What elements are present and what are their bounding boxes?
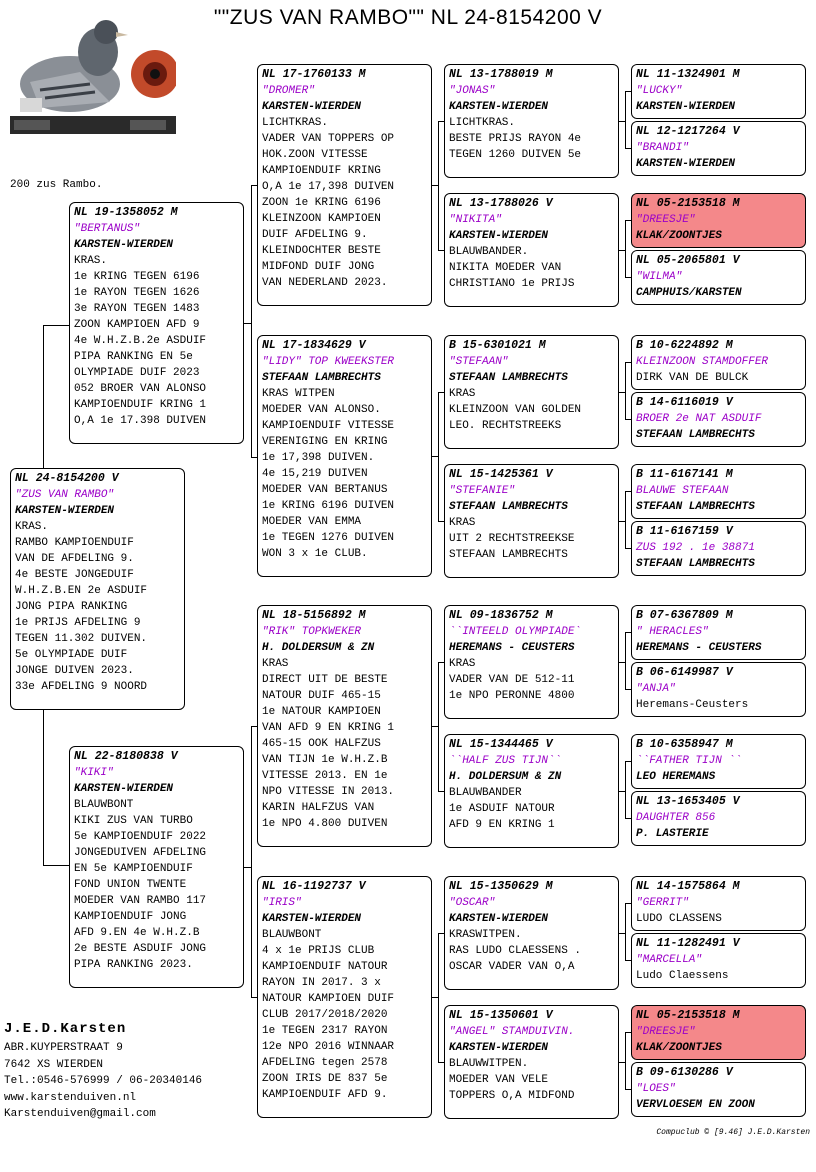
- connector-line: [438, 392, 444, 393]
- connector-line: [625, 362, 631, 363]
- info-line: 1e ASDUIF NATOUR: [449, 803, 555, 815]
- info-line: BLAUWBANDER: [449, 787, 522, 799]
- connector-line: [625, 761, 626, 818]
- ring-number: B 09-6130286 V: [636, 1066, 733, 1079]
- ring-number: B 07-6367809 M: [636, 609, 733, 622]
- connector-line: [251, 457, 257, 458]
- info-line: CHRISTIANO 1e PRIJS: [449, 278, 575, 290]
- info-line: KRAS WITPEN: [262, 388, 335, 400]
- pigeon-photo: [10, 12, 176, 134]
- info-line: KAMPIOENDUIF AFD 9.: [262, 1089, 388, 1101]
- info-line: 1e TEGEN 2317 RAYON: [262, 1025, 388, 1037]
- connector-line: [438, 392, 439, 521]
- info-line: KRASWITPEN.: [449, 929, 522, 941]
- bird-name: "ZUS VAN RAMBO": [15, 489, 115, 501]
- owner-name: LEO HEREMANS: [636, 771, 716, 783]
- owner-name: H. DOLDERSUM & ZN: [262, 642, 375, 654]
- connector-line: [43, 710, 44, 865]
- info-line: RAYON IN 2017. 3 x: [262, 977, 381, 989]
- bird-name: ``FATHER TIJN ``: [636, 755, 742, 767]
- ring-number: NL 11-1324901 M: [636, 68, 740, 81]
- info-line: OSCAR VADER VAN O,A: [449, 961, 575, 973]
- connector-line: [251, 997, 257, 998]
- info-line: 4e BESTE JONGEDUIF: [15, 569, 134, 581]
- connector-line: [625, 1032, 631, 1033]
- pedigree-box-gen2[interactable]: [257, 335, 432, 577]
- info-line: VADER VAN DE 512-11: [449, 674, 575, 686]
- bird-name: "LIDY" TOP KWEEKSTER: [262, 356, 395, 368]
- bird-name: DAUGHTER 856: [636, 812, 716, 824]
- owner-name: KARSTEN-WIERDEN: [262, 101, 362, 113]
- connector-line: [438, 933, 444, 934]
- pedigree-box-gen4[interactable]: [631, 464, 806, 519]
- pedigree-box-gen3[interactable]: [444, 1005, 619, 1119]
- pedigree-box-dam[interactable]: [69, 746, 244, 988]
- pedigree-box-gen4[interactable]: [631, 1005, 806, 1060]
- info-line: 4 x 1e PRIJS CLUB: [262, 945, 375, 957]
- info-line: ZOON KAMPIOEN AFD 9: [74, 319, 200, 331]
- info-line: ZOON 1e KRING 6196: [262, 197, 381, 209]
- owner-name: STEFAAN LAMBRECHTS: [449, 501, 568, 513]
- owner-name: KARSTEN-WIERDEN: [636, 101, 736, 113]
- pedigree-box-gen4[interactable]: [631, 121, 806, 176]
- info-line: OLYMPIADE DUIF 2023: [74, 367, 200, 379]
- ring-number: NL 14-1575864 M: [636, 880, 740, 893]
- info-line: 052 BROER VAN ALONSO: [74, 383, 207, 395]
- info-line: MOEDER VAN EMMA: [262, 516, 362, 528]
- info-line: LEO. RECHTSTREEKS: [449, 420, 562, 432]
- connector-line: [625, 960, 631, 961]
- info-line: 1e RAYON TEGEN 1626: [74, 287, 200, 299]
- info-line: CLUB 2017/2018/2020: [262, 1009, 388, 1021]
- pedigree-box-subject[interactable]: [10, 468, 185, 710]
- info-line: FOND UNION TWENTE: [74, 879, 187, 891]
- connector-line: [438, 662, 444, 663]
- pedigree-box-gen4[interactable]: [631, 734, 806, 789]
- ring-number: B 11-6167159 V: [636, 525, 733, 538]
- info-line: KRAS: [449, 388, 476, 400]
- info-line: NIKITA MOEDER VAN: [449, 262, 562, 274]
- ring-number: NL 17-1834629 V: [262, 339, 366, 352]
- ring-number: NL 13-1788019 M: [449, 68, 553, 81]
- bird-name: "IRIS": [262, 897, 302, 909]
- pedigree-box-gen4[interactable]: [631, 250, 806, 305]
- connector-line: [438, 121, 444, 122]
- connector-line: [625, 548, 631, 549]
- pedigree-box-gen3[interactable]: [444, 64, 619, 178]
- info-line: 465-15 OOK HALFZUS: [262, 738, 381, 750]
- pedigree-box-gen2[interactable]: [257, 605, 432, 847]
- connector-line: [438, 1062, 444, 1063]
- ring-number: B 11-6167141 M: [636, 468, 733, 481]
- connector-line: [625, 491, 631, 492]
- info-line: TEGEN 1260 DUIVEN 5e: [449, 149, 582, 161]
- owner-name: KARSTEN-WIERDEN: [449, 101, 549, 113]
- connector-line: [244, 323, 251, 324]
- pedigree-box-gen4[interactable]: [631, 335, 806, 390]
- info-line: BLAUWBONT: [74, 799, 134, 811]
- info-line: O,A 1e 17,398 DUIVEN: [262, 181, 395, 193]
- bird-name: "DREESJE": [636, 214, 696, 226]
- ring-number: NL 16-1192737 V: [262, 880, 366, 893]
- bird-name: "ANJA": [636, 683, 676, 695]
- connector-line: [625, 818, 631, 819]
- info-line: KAMPIOENDUIF NATOUR: [262, 961, 388, 973]
- owner-name: KARSTEN-WIERDEN: [449, 230, 549, 242]
- info-line: NATOUR DUIF 465-15: [262, 690, 381, 702]
- bird-name: "LUCKY": [636, 85, 683, 97]
- info-line: 1e NATOUR KAMPIOEN: [262, 706, 381, 718]
- info-line: VAN DE AFDELING 9.: [15, 553, 134, 565]
- ring-number: B 15-6301021 M: [449, 339, 546, 352]
- info-line: KLEINDOCHTER BESTE: [262, 245, 381, 257]
- info-line: WON 3 x 1e CLUB.: [262, 548, 368, 560]
- info-line: 1e NPO 4.800 DUIVEN: [262, 818, 388, 830]
- bird-name: "NIKITA": [449, 214, 502, 226]
- bird-name: "STEFANIE": [449, 485, 516, 497]
- owner-name: H. DOLDERSUM & ZN: [449, 771, 562, 783]
- info-line: 5e KAMPIOENDUIF 2022: [74, 831, 207, 843]
- ring-number: B 06-6149987 V: [636, 666, 733, 679]
- connector-line: [438, 791, 444, 792]
- info-line: VAN TIJN 1e W.H.Z.B: [262, 754, 388, 766]
- breeder-phone: Tel.:0546-576999 / 06-20340146: [4, 1075, 203, 1087]
- bird-name: " HERACLES": [636, 626, 709, 638]
- connector-line: [625, 491, 626, 548]
- info-line: AFDELING tegen 2578: [262, 1057, 388, 1069]
- pedigree-box-gen4[interactable]: [631, 791, 806, 846]
- breeder-info: [4, 1018, 202, 1123]
- info-line: LICHTKRAS.: [262, 117, 329, 129]
- owner-name: VERVLOESEM EN ZOON: [636, 1099, 755, 1111]
- info-line: AFD 9 EN KRING 1: [449, 819, 555, 831]
- connector-line: [43, 865, 69, 866]
- owner-name: KARSTEN-WIERDEN: [74, 783, 174, 795]
- connector-line: [625, 1032, 626, 1089]
- ring-number: B 14-6116019 V: [636, 396, 733, 409]
- bird-name: KLEINZOON STAMDOFFER: [636, 356, 769, 368]
- info-line: AFD 9.EN 4e W.H.Z.B: [74, 927, 200, 939]
- breeder-address: ABR.KUYPERSTRAAT 9: [4, 1042, 123, 1054]
- bird-name: "RIK" TOPKWEKER: [262, 626, 362, 638]
- info-line: MOEDER VAN RAMBO 117: [74, 895, 207, 907]
- info-line: 1e 17,398 DUIVEN.: [262, 452, 375, 464]
- connector-line: [625, 1089, 631, 1090]
- bird-name: "OSCAR": [449, 897, 496, 909]
- bird-name: "WILMA": [636, 271, 683, 283]
- connector-line: [438, 933, 439, 1062]
- ring-number: NL 09-1836752 M: [449, 609, 553, 622]
- info-line: 1e KRING 6196 DUIVEN: [262, 500, 395, 512]
- ring-number: NL 17-1760133 M: [262, 68, 366, 81]
- bird-name: ``HALF ZUS TIJN``: [449, 755, 562, 767]
- info-line: BLAUWBONT: [262, 929, 322, 941]
- info-line: PIPA RANKING 2023.: [74, 959, 193, 971]
- pedigree-box-gen4[interactable]: [631, 662, 806, 717]
- bird-name: "STEFAAN": [449, 356, 509, 368]
- bird-name: "KIKI": [74, 767, 114, 779]
- bird-name: "BRANDI": [636, 142, 689, 154]
- info-line: 5e OLYMPIADE DUIF: [15, 649, 128, 661]
- info-line: 1e KRING TEGEN 6196: [74, 271, 200, 283]
- connector-line: [244, 867, 251, 868]
- pedigree-box-gen4[interactable]: [631, 876, 806, 931]
- ring-number: NL 15-1350629 M: [449, 880, 553, 893]
- pedigree-box-gen3[interactable]: [444, 335, 619, 449]
- ring-number: NL 22-8180838 V: [74, 750, 178, 763]
- info-line: KAMPIOENDUIF VITESSE: [262, 420, 395, 432]
- ring-number: NL 15-1350601 V: [449, 1009, 553, 1022]
- connector-line: [625, 632, 631, 633]
- info-line: JONGEDUIVEN AFDELING: [74, 847, 207, 859]
- ring-number: NL 05-2153518 M: [636, 1009, 740, 1022]
- breeder-email[interactable]: Karstenduiven@gmail.com: [4, 1108, 156, 1120]
- owner-name: KARSTEN-WIERDEN: [262, 913, 362, 925]
- connector-line: [625, 903, 631, 904]
- connector-line: [625, 148, 631, 149]
- info-line: LICHTKRAS.: [449, 117, 516, 129]
- info-line: 1e PRIJS AFDELING 9: [15, 617, 141, 629]
- ring-number: NL 11-1282491 V: [636, 937, 740, 950]
- pedigree-box-gen3[interactable]: [444, 193, 619, 307]
- ring-number: NL 15-1344465 V: [449, 738, 553, 751]
- bird-name: "LOES": [636, 1083, 676, 1095]
- ring-number: B 10-6358947 M: [636, 738, 733, 751]
- info-line: 33e AFDELING 9 NOORD: [15, 681, 148, 693]
- pedigree-box-gen4[interactable]: [631, 1062, 806, 1117]
- pedigree-box-gen3[interactable]: [444, 734, 619, 848]
- info-line: KAMPIOENDUIF KRING: [262, 165, 381, 177]
- bird-name: ZUS 192 . 1e 38871: [636, 542, 755, 554]
- info-line: 1e TEGEN 1276 DUIVEN: [262, 532, 395, 544]
- bird-name: "JONAS": [449, 85, 496, 97]
- info-line: VAN NEDERLAND 2023.: [262, 277, 388, 289]
- ring-number: NL 13-1788026 V: [449, 197, 553, 210]
- pedigree-box-gen4[interactable]: [631, 193, 806, 248]
- info-line: PIPA RANKING EN 5e: [74, 351, 193, 363]
- note-text: 200 zus Rambo.: [10, 179, 103, 191]
- owner-name: STEFAAN LAMBRECHTS: [636, 501, 755, 513]
- info-line: TEGEN 11.302 DUIVEN.: [15, 633, 148, 645]
- owner-name: Ludo Claessens: [636, 970, 729, 982]
- info-line: 12e NPO 2016 WINNAAR: [262, 1041, 395, 1053]
- info-line: DIRECT UIT DE BESTE: [262, 674, 388, 686]
- info-line: VADER VAN TOPPERS OP: [262, 133, 395, 145]
- connector-line: [625, 220, 626, 277]
- connector-line: [43, 325, 69, 326]
- info-line: JONG PIPA RANKING: [15, 601, 128, 613]
- info-line: HOK.ZOON VITESSE: [262, 149, 368, 161]
- info-line: VAN AFD 9 EN KRING 1: [262, 722, 395, 734]
- info-line: BESTE PRIJS RAYON 4e: [449, 133, 582, 145]
- breeder-city: 7642 XS WIERDEN: [4, 1058, 104, 1071]
- bird-name: BROER 2e NAT ASDUIF: [636, 413, 762, 425]
- owner-name: DIRK VAN DE BULCK: [636, 372, 749, 384]
- ring-number: NL 13-1653405 V: [636, 795, 740, 808]
- connector-line: [625, 91, 631, 92]
- pedigree-box-sire[interactable]: [69, 202, 244, 444]
- pedigree-box-gen4[interactable]: [631, 521, 806, 576]
- connector-line: [251, 185, 257, 186]
- connector-line: [438, 121, 439, 250]
- info-line: DUIF AFDELING 9.: [262, 229, 368, 241]
- ring-number: NL 05-2065801 V: [636, 254, 740, 267]
- info-line: KLEINZOON KAMPIOEN: [262, 213, 381, 225]
- pedigree-box-gen3[interactable]: [444, 876, 619, 990]
- owner-name: CAMPHUIS/KARSTEN: [636, 287, 742, 299]
- owner-name: KLAK/ZOONTJES: [636, 230, 722, 242]
- info-line: ZOON IRIS DE 837 5e: [262, 1073, 388, 1085]
- pedigree-box-gen4[interactable]: [631, 392, 806, 447]
- info-line: TOPPERS O,A MIDFOND: [449, 1090, 575, 1102]
- info-line: BLAUWWITPEN.: [449, 1058, 529, 1070]
- owner-name: Heremans-Ceusters: [636, 699, 749, 711]
- connector-line: [625, 220, 631, 221]
- pedigree-box-gen3[interactable]: [444, 464, 619, 578]
- pedigree-box-gen3[interactable]: [444, 605, 619, 719]
- pigeon-image: [10, 12, 176, 134]
- connector-line: [438, 250, 444, 251]
- info-line: STEFAAN LAMBRECHTS: [449, 549, 568, 561]
- connector-line: [251, 726, 257, 727]
- owner-name: STEFAAN LAMBRECHTS: [636, 558, 755, 570]
- info-line: 3e RAYON TEGEN 1483: [74, 303, 200, 315]
- connector-line: [438, 662, 439, 791]
- info-line: KARIN HALFZUS VAN: [262, 802, 375, 814]
- info-line: KRAS.: [15, 521, 49, 533]
- breeder-website[interactable]: www.karstenduiven.nl: [4, 1091, 137, 1104]
- info-line: KRAS: [449, 658, 476, 670]
- owner-name: KARSTEN-WIERDEN: [449, 1042, 549, 1054]
- owner-name: LUDO CLASSENS: [636, 913, 722, 925]
- info-line: 4e W.H.Z.B.2e ASDUIF: [74, 335, 207, 347]
- info-line: KLEINZOON VAN GOLDEN: [449, 404, 582, 416]
- ring-number: NL 19-1358052 M: [74, 206, 178, 219]
- bird-name: ``INTEELD OLYMPIADE`: [449, 626, 582, 638]
- pedigree-box-gen2[interactable]: [257, 876, 432, 1118]
- owner-name: HEREMANS - CEUSTERS: [636, 642, 762, 654]
- owner-name: STEFAAN LAMBRECHTS: [262, 372, 381, 384]
- owner-name: KARSTEN-WIERDEN: [636, 158, 736, 170]
- connector-line: [625, 632, 626, 689]
- pedigree-box-gen4[interactable]: [631, 605, 806, 660]
- info-line: KRAS.: [74, 255, 108, 267]
- owner-name: KARSTEN-WIERDEN: [449, 913, 549, 925]
- owner-name: KARSTEN-WIERDEN: [74, 239, 174, 251]
- ring-number: NL 05-2153518 M: [636, 197, 740, 210]
- info-line: VITESSE 2013. EN 1e: [262, 770, 388, 782]
- info-line: 4e 15,219 DUIVEN: [262, 468, 368, 480]
- info-line: MOEDER VAN BERTANUS: [262, 484, 388, 496]
- pedigree-box-gen2[interactable]: [257, 64, 432, 306]
- owner-name: STEFAAN LAMBRECHTS: [636, 429, 755, 441]
- info-line: 1e NPO PERONNE 4800: [449, 690, 575, 702]
- connector-line: [43, 325, 44, 468]
- ring-number: NL 24-8154200 V: [15, 472, 119, 485]
- pedigree-box-gen4[interactable]: [631, 64, 806, 119]
- connector-line: [625, 91, 626, 148]
- info-line: KAMPIOENDUIF JONG: [74, 911, 187, 923]
- connector-line: [438, 521, 444, 522]
- info-line: UIT 2 RECHTSTREEKSE: [449, 533, 575, 545]
- breeder-name: J.E.D.Karsten: [4, 1021, 127, 1037]
- info-line: MOEDER VAN ALONSO.: [262, 404, 381, 416]
- bird-name: "MARCELLA": [636, 954, 703, 966]
- info-line: JONGE DUIVEN 2023.: [15, 665, 134, 677]
- connector-line: [625, 277, 631, 278]
- connector-line: [251, 185, 252, 457]
- info-line: RAS LUDO CLAESSENS .: [449, 945, 582, 957]
- info-line: MOEDER VAN VELE: [449, 1074, 549, 1086]
- info-line: O,A 1e 17.398 DUIVEN: [74, 415, 207, 427]
- info-line: NATOUR KAMPIOEN DUIF: [262, 993, 395, 1005]
- bird-name: BLAUWE STEFAAN: [636, 485, 729, 497]
- connector-line: [625, 362, 626, 419]
- bird-name: "ANGEL" STAMDUIVIN.: [449, 1026, 575, 1038]
- owner-name: HEREMANS - CEUSTERS: [449, 642, 575, 654]
- ring-number: NL 12-1217264 V: [636, 125, 740, 138]
- bird-name: "BERTANUS": [74, 223, 141, 235]
- pedigree-box-gen4[interactable]: [631, 933, 806, 988]
- ring-number: NL 15-1425361 V: [449, 468, 553, 481]
- bird-name: "DREESJE": [636, 1026, 696, 1038]
- info-line: KIKI ZUS VAN TURBO: [74, 815, 193, 827]
- connector-line: [625, 689, 631, 690]
- bird-name: "DROMER": [262, 85, 315, 97]
- info-line: VERENIGING EN KRING: [262, 436, 388, 448]
- info-line: KAMPIOENDUIF KRING 1: [74, 399, 207, 411]
- info-line: RAMBO KAMPIOENDUIF: [15, 537, 134, 549]
- info-line: BLAUWBANDER.: [449, 246, 529, 258]
- connector-line: [625, 419, 631, 420]
- connector-line: [625, 903, 626, 960]
- ring-number: NL 18-5156892 M: [262, 609, 366, 622]
- info-line: W.H.Z.B.EN 2e ASDUIF: [15, 585, 148, 597]
- info-line: 2e BESTE ASDUIF JONG: [74, 943, 207, 955]
- info-line: EN 5e KAMPIOENDUIF: [74, 863, 193, 875]
- info-line: KRAS: [262, 658, 289, 670]
- connector-line: [251, 726, 252, 997]
- owner-name: STEFAAN LAMBRECHTS: [449, 372, 568, 384]
- connector-line: [625, 761, 631, 762]
- info-line: KRAS: [449, 517, 476, 529]
- copyright: Compuclub © [9.46] J.E.D.Karsten: [656, 1128, 810, 1137]
- owner-name: KLAK/ZOONTJES: [636, 1042, 722, 1054]
- owner-name: KARSTEN-WIERDEN: [15, 505, 115, 517]
- bird-name: "GERRIT": [636, 897, 689, 909]
- ring-number: B 10-6224892 M: [636, 339, 733, 352]
- info-line: NPO VITESSE IN 2013.: [262, 786, 395, 798]
- page-title: ""ZUS VAN RAMBO"" NL 24-8154200 V: [213, 6, 603, 29]
- info-line: MIDFOND DUIF JONG: [262, 261, 375, 273]
- owner-name: P. LASTERIE: [636, 828, 709, 840]
